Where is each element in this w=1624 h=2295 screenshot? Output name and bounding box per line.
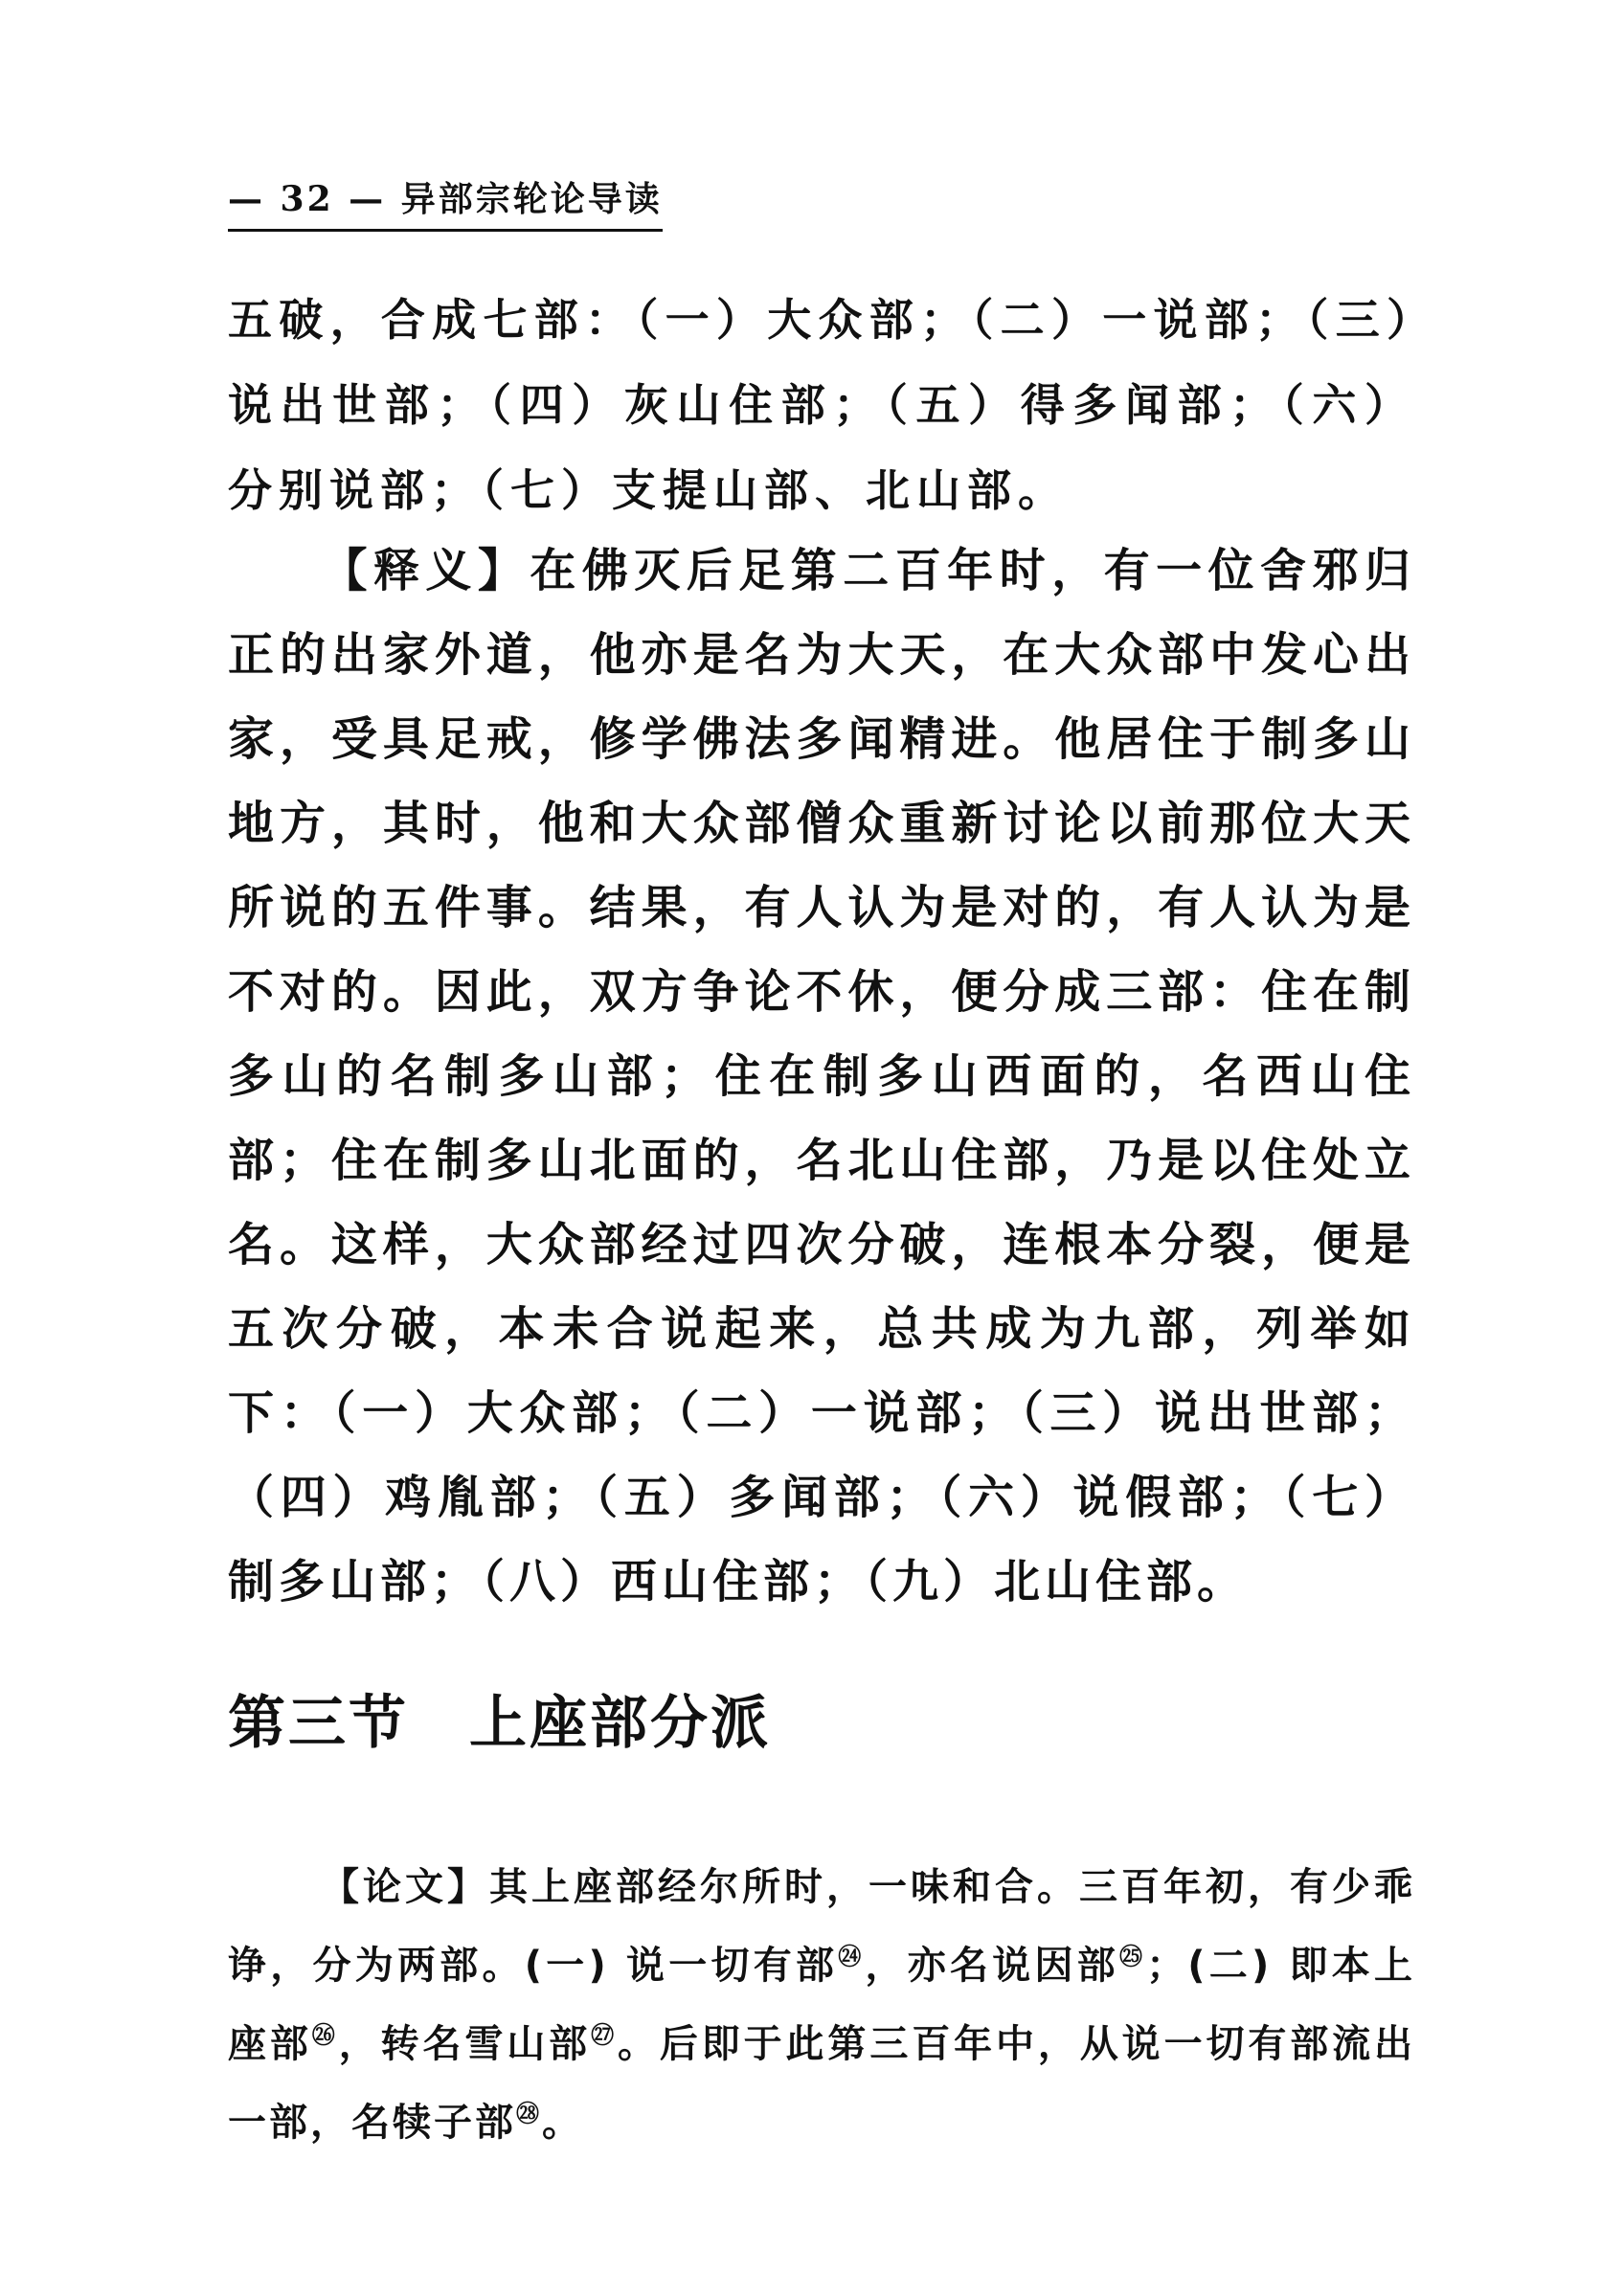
thesis-text: 其上座部经尔所时，一味和合。三百年初，有少乖诤，分为两部。(一) 说一切有部 [228, 1865, 1415, 1988]
commentary-text: 在佛灭后足第二百年时，有一位舍邪归正的出家外道，他亦是名为大天，在大众部中发心出家，受具足戒，修学佛法多闻精进。他居住于制多山地方，其时，他和大众部僧众重新讨论以前那位大天所说的五件事。结果，有人认为是对的，有人认为是不对的。因此，双方争论不休，便分成三部：住在制多山的名制多山部；住在制多山西面的，名西山住部；住在制多山北面的，名北山住部，乃是以住处立名。这样，大众部经过四次分破，连根本分裂，便是五次分破，本未合说起来，总共成为九部，列举如下：（一）大众部；（二）一说部；（三）说出世部；（四）鸡胤部；（五）多闻部；（六）说假部；（七）制多山部；（八）西山住部；（九）北山住部。 [228, 544, 1415, 1609]
footnote-marker: ㉗ [591, 2021, 618, 2049]
running-header: — 32 — 异部宗轮论导读 [228, 172, 663, 232]
commentary-paragraph [228, 529, 1415, 1624]
thesis-text: ，转名雪山部 [338, 2022, 592, 2066]
thesis-text: 。后即于此第三百年中，从说一切有部流出一部，名犊子部 [228, 2022, 1416, 2145]
thesis-paragraph [228, 1848, 1415, 2162]
thesis-text: ，亦名说因部 [865, 1944, 1119, 1988]
thesis-text: ；(二) 即本上座部 [228, 1944, 1415, 2066]
thesis-label: 【论文】 [320, 1865, 489, 1909]
verse-paragraph: 五破，合成七部：（一）大众部；（二）一说部；（三）说出世部；（四）灰山住部；（五）得多闻部；（六）分别说部；（七）支提山部、北山部。 [228, 294, 1415, 516]
footnote-marker: ㉘ [516, 2100, 542, 2127]
section-title: 第三节 上座部分派 [228, 1690, 771, 1757]
footnote-marker: ㉕ [1119, 1943, 1147, 1970]
commentary-label: 【释义】 [320, 544, 530, 597]
thesis-text: 。 [542, 2101, 583, 2145]
footnote-marker: ㉔ [838, 1943, 866, 1970]
footnote-marker: ㉖ [311, 2021, 339, 2049]
